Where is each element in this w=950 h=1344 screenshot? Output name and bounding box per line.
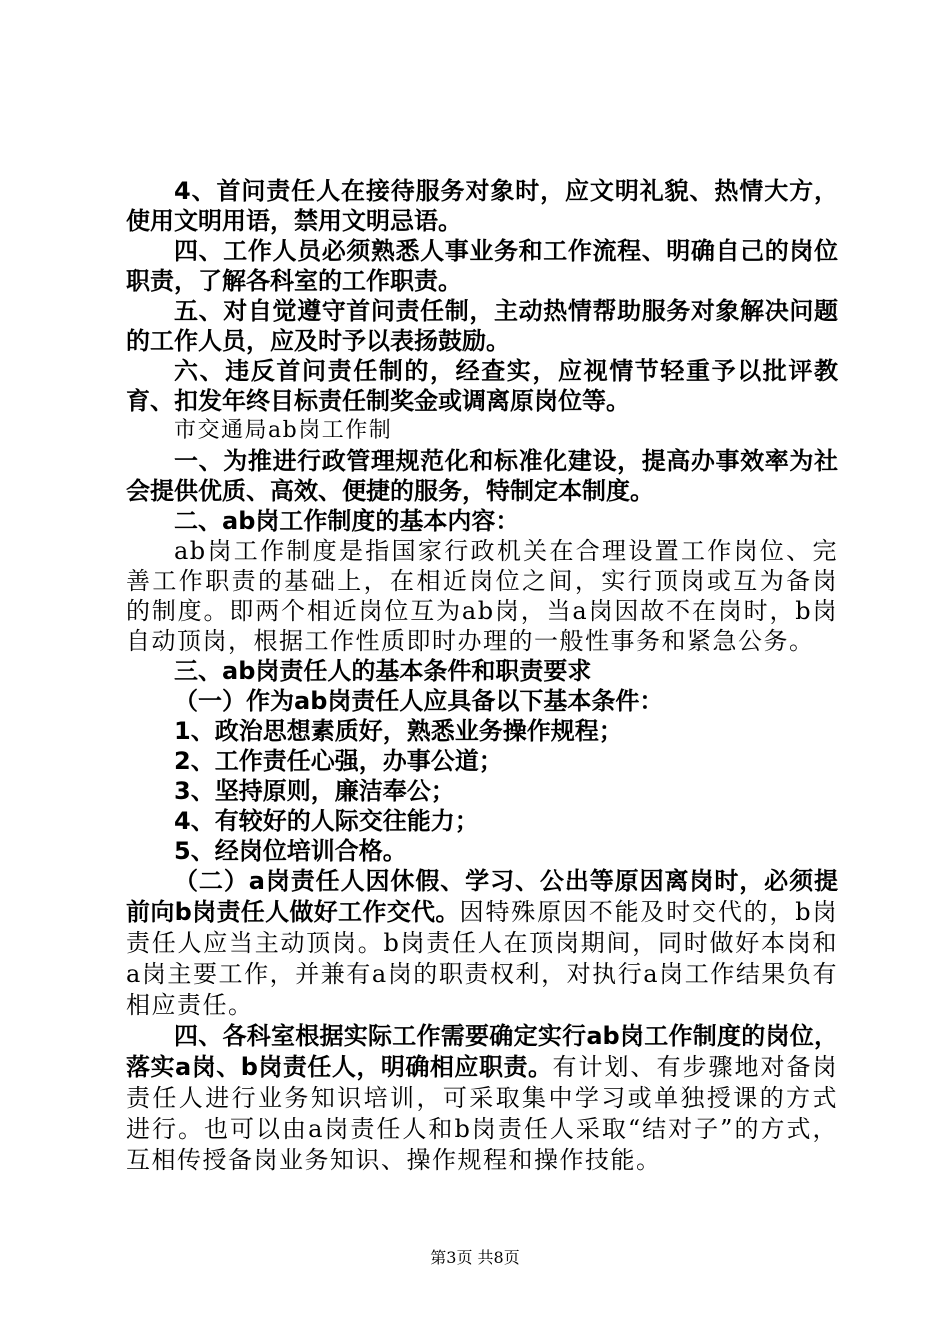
paragraph: 一、为推进行政管理规范化和标准化建设，提高办事效率为社会提供优质、高效、便捷的服务，特制定本制度。 bbox=[126, 447, 838, 505]
paragraph: 4、首问责任人在接待服务对象时，应文明礼貌、热情大方，使用文明用语，禁用文明忌语。 bbox=[126, 177, 838, 235]
page-footer: 第3页 共8页 bbox=[430, 1248, 520, 1267]
list-item: 1、政治思想素质好，熟悉业务操作规程； bbox=[174, 717, 623, 745]
paragraph: 六、违反首问责任制的，经查实，应视情节轻重予以批评教育、扣发年终目标责任制奖金或调离原岗位等。 bbox=[126, 357, 838, 415]
document-body bbox=[126, 176, 838, 1176]
paragraph-bold-part: 四、各科室根据实际工作需要确定实行ab岗工作制度的岗位，落实a岗、b岗责任人，明确相应职责。 bbox=[126, 1022, 838, 1081]
paragraph: 五、对自觉遵守首问责任制，主动热情帮助服务对象解决问题的工作人员，应及时予以表扬鼓励。 bbox=[126, 297, 838, 355]
paragraph-bold-part: （二）a岗责任人因休假、学习、公出等原因离岗时，必须提前向b岗责任人做好工作交代。 bbox=[126, 867, 838, 926]
paragraph: （一）作为ab岗责任人应具备以下基本条件： bbox=[174, 687, 664, 715]
list-item: 4、有较好的人际交往能力； bbox=[174, 807, 479, 835]
paragraph bbox=[126, 866, 838, 1021]
list-item: 5、经岗位培训合格。 bbox=[174, 837, 407, 865]
paragraph-serif-part: 因特殊原因不能及时交代的，b岗责任人应当主动顶岗。b岗责任人在顶岗期间，同时做好本岗和a岗主要工作，并兼有a岗的职责权利，对执行a岗工作结果负有相应责任。 bbox=[126, 898, 838, 1019]
list-item: 3、坚持原则，廉洁奉公； bbox=[174, 777, 455, 805]
paragraph-serif-part: 有计划、有步骤地对备岗责任人进行业务知识培训，可采取集中学习或单独授课的方式进行。也可以由a岗责任人和b岗责任人采取“结对子”的方式，互相传授备岗业务知识、操作规程和操作技能。 bbox=[126, 1053, 839, 1174]
section-title: 市交通局ab岗工作制 bbox=[174, 418, 393, 443]
paragraph: 四、工作人员必须熟悉人事业务和工作流程、明确自己的岗位职责，了解各科室的工作职责。 bbox=[126, 237, 838, 295]
paragraph: 三、ab岗责任人的基本条件和职责要求 bbox=[174, 657, 592, 685]
paragraph bbox=[126, 1021, 838, 1176]
list-item: 2、工作责任心强，办事公道； bbox=[174, 747, 503, 775]
paragraph: ab岗工作制度是指国家行政机关在合理设置工作岗位、完善工作职责的基础上，在相近岗位之间，实行顶岗或互为备岗的制度。即两个相近岗位互为ab岗，当a岗因故不在岗时，b岗自动顶岗，根据工作性质即时办理的一般性事务和紧急公务。 bbox=[126, 537, 838, 655]
paragraph: 二、ab岗工作制度的基本内容： bbox=[174, 507, 520, 535]
